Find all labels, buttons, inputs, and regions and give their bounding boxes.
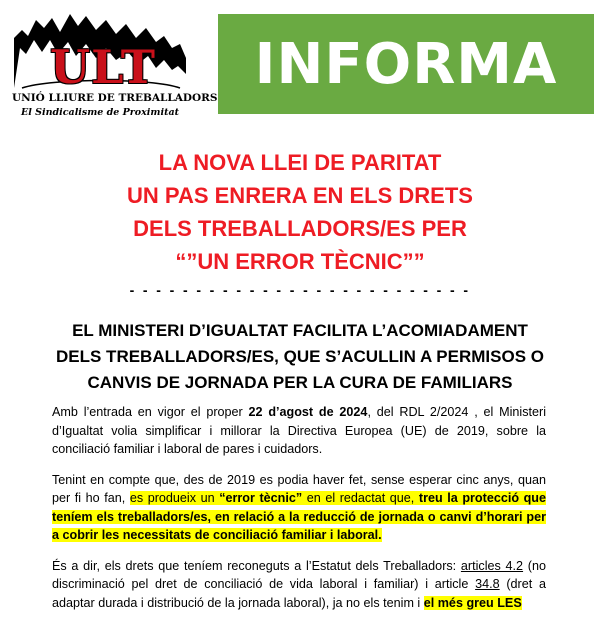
paragraph-3 xyxy=(52,557,546,613)
informa-banner xyxy=(218,14,594,114)
header xyxy=(0,0,600,132)
subheadline-line: DELS TREBALLADORS/ES, QUE S’ACULLIN A PERMISOS O xyxy=(56,347,544,366)
headline-line: UN PAS ENRERA EN ELS DRETS xyxy=(127,183,473,208)
logo-motto: El Sindicalisme de Proximitat xyxy=(20,107,180,118)
paragraph-2 xyxy=(52,471,546,545)
highlighted-bold-text: el més greu LES xyxy=(423,595,522,610)
subheadline-line: EL MINISTERI D’IGUALTAT FACILITA L’ACOMIADAMENT xyxy=(72,321,528,340)
text-span: Amb l’entrada en vigor el proper xyxy=(52,405,249,419)
paragraph-1 xyxy=(52,403,546,459)
highlighted-text: en el redactat que, xyxy=(302,491,419,505)
text-span: Tenint en compte que, des de 2019 es podia haver fet, sense esperar cinc anys, quan per fi ho fan, xyxy=(52,472,546,505)
text-span: És a dir, els drets que teníem reconeguts a l’Estatut dels Treballadors: xyxy=(52,558,461,573)
logo-org-name: UNIÓ LLIURE DE TREBALLADORS xyxy=(12,92,218,104)
subheadline xyxy=(30,318,570,396)
headline-line: “”UN ERROR TÈCNIC”” xyxy=(175,249,425,274)
ult-logo xyxy=(12,8,218,122)
text-span: , del RDL 2/2024 , el Ministeri d’Igualtat volia simplificar i millorar la Directiva Europea (UE) de 2019, sobre la conciliació familiar i laboral de pares i cuidadors. xyxy=(52,405,546,456)
logo-acronym: ULT xyxy=(50,40,156,94)
article-link[interactable]: 34.8 xyxy=(475,577,500,591)
headline-line: LA NOVA LLEI DE PARITAT xyxy=(158,150,442,175)
headline-line: DELS TREBALLADORS/ES PER xyxy=(133,216,467,241)
separator-line: - - - - - - - - - - - - - - - - - - - - - - - - - - xyxy=(129,282,471,298)
headline xyxy=(40,146,560,278)
banner-text: INFORMA xyxy=(254,31,558,97)
text-span: (no discriminació pel dret de conciliació de vida laboral i familiar) i article xyxy=(52,558,546,591)
text-span: (dret a adaptar durada i distribució de la jornada laboral), ja no els tenim i xyxy=(52,577,546,610)
article-body xyxy=(52,403,546,624)
highlighted-text: es produeix un xyxy=(129,491,220,505)
date-bold: 22 d’agost de 2024 xyxy=(248,405,368,419)
highlighted-bold-text: treu la protecció que teníem els treballadors/es, en relació a la reducció de jornada o canvi d’horari per a cobrir les necessitats de conciliació familiar i laboral. xyxy=(52,491,546,542)
subheadline-line: CANVIS DE JORNADA PER LA CURA DE FAMILIARS xyxy=(87,373,513,392)
highlighted-bold-text: “error tècnic” xyxy=(219,491,303,505)
article-link[interactable]: articles 4.2 xyxy=(460,558,524,573)
